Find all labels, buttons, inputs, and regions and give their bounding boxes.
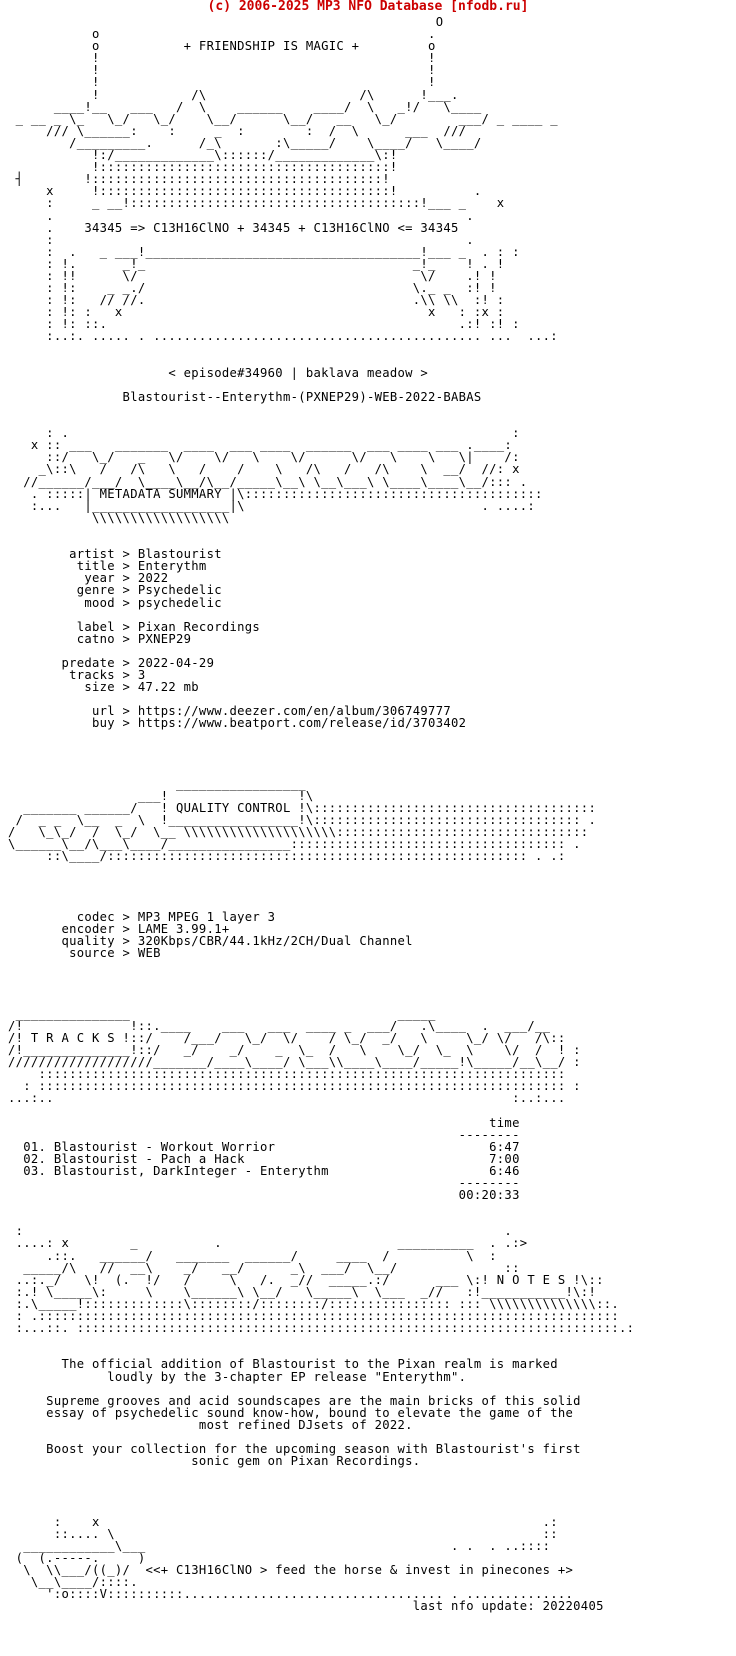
nfo-line: _______ ______/ ! QUALITY CONTROL !\::::::::::::::::::::::::::::::::::::: (8, 801, 597, 816)
nfo-line: -------- (8, 1176, 520, 1190)
nfo-line: : x .: (8, 1514, 558, 1529)
nfo-line: sonic gem on Pixan Recordings. (8, 1454, 421, 1469)
nfo-line: url > https://www.deezer.com/en/album/306749777 (8, 704, 451, 719)
nfo-line: : !: : x x : :x : (8, 305, 505, 320)
nfo-line: ///////////////////_______/____\____/ \___\\____\____/_____!\_____/__\__/ : (8, 1055, 581, 1070)
nfo-line: :... |__________________|\ . ....: (8, 498, 535, 513)
nfo-line: /_________. /_\ :\_____/ \____/ \____/ (8, 135, 482, 150)
nfo-line: Boost your collection for the upcoming season with Blastourist's first (8, 1442, 581, 1457)
nfo-line: ! ! (8, 63, 436, 78)
nfo-line: _\::\ / /\ \ / / \ /\ / /\ \ __/ //: x (8, 462, 520, 477)
nfo-line: 00:20:33 (8, 1188, 520, 1203)
nfo-line: ::/ \_/ _ \/ \/ \ \/ \/ \ \ \| /: (8, 450, 520, 465)
nfo-line: o + FRIENDSHIP IS MAGIC + o (8, 39, 436, 54)
nfo-line: !::::::::::::::::::::::::::::::::::::::! (8, 160, 398, 175)
nfo-line: tracks > 3 (8, 668, 146, 683)
nfo-line: : !! \/ \/ .! ! (8, 268, 497, 283)
nfo-line: /!______________!::/ _/ _/ _ \_ / \ \_/ \_ \ \/ / ! : (8, 1042, 581, 1057)
nfo-line: . . (8, 208, 474, 223)
nfo-line: most refined DJsets of 2022. (8, 1417, 413, 1432)
nfo-line: : !: _ _./ \._ _ :! ! (8, 281, 497, 296)
nfo-line: : .:::::::::::::::::::::::::::::::::::::::::::::::::::::::::::::::::::::::::::: (8, 1309, 619, 1324)
nfo-line: The official addition of Blastourist to the Pixan realm is marked (8, 1357, 558, 1372)
nfo-line: :.\_____!:::::::::::::\::::::::/::::::::/:::::::::::::::: ::: \\\\\\\\\\\\\\::. (8, 1296, 619, 1311)
nfo-line: / \_\_/ / \_/ \__ \\\\\\\\\\\\\\\\\\\\::::::::::::::::::::::::::::::::: (8, 825, 589, 840)
nfo-line: predate > 2022-04-29 (8, 655, 215, 670)
nfo-line: 03. Blastourist, DarkInteger - Enterythm 6:46 (8, 1163, 520, 1178)
nfo-line: loudly by the 3-chapter EP release "Enterythm". (8, 1369, 467, 1384)
nfo-line: ____!__ ___ / \ ______ ____/ \ _!/ \____ (8, 99, 482, 114)
nfo-line: 02. Blastourist - Pach a Hack 7:00 (8, 1151, 520, 1166)
nfo-line: catno > PXNEP29 (8, 631, 192, 646)
nfo-line: : _ __!::::::::::::::::::::::::::::::::::::::!___ _ x (8, 196, 505, 211)
nfo-line: source > WEB (8, 946, 161, 961)
nfo-line: ! ! (8, 75, 436, 90)
nfo-line: :.! \_____\: \ \______\ \__/ \_____\ \___ _// :!___________!\:! (8, 1284, 597, 1299)
nfo-line: \__\____/::::. (8, 1575, 138, 1590)
nfo-line: mood > psychedelic (8, 595, 222, 610)
nfo-line: : !: // //. .\\ \\ :! : (8, 293, 505, 308)
nfo-line: : !: ::. .:! :! : (8, 317, 520, 332)
nfo-line: !:/_____________\::::::/_____________\:! (8, 148, 398, 163)
nfo-line: \______\__/\___\____/________________:::::::::::::::::::::::::::::::::::: . (8, 837, 581, 852)
nfo-text (8, 16, 634, 1612)
nfo-line: artist > Blastourist (8, 547, 222, 562)
nfo-line: ! ! (8, 51, 436, 66)
nfo-line: ...:.. :..:... (8, 1091, 566, 1106)
nfo-line: ____________\___ . . . ..:::: (8, 1538, 551, 1553)
nfo-line: label > Pixan Recordings (8, 619, 261, 634)
nfo-line: Supreme grooves and acid soundscapes are the main bricks of this solid (8, 1393, 581, 1408)
nfo-line: : . _ ___!____________________________________!___ _ . : : (8, 244, 520, 259)
nfo-line: essay of psychedelic sound know-how, bound to elevate the game of the (8, 1405, 574, 1420)
nfo-line: :..:. ..... . ........................................... ... ...: (8, 329, 558, 344)
nfo-line: ┤ !::::::::::::::::::::::::::::::::::::::! (8, 172, 390, 187)
nfo-line: quality > 320Kbps/CBR/44.1kHz/2CH/Dual Channel (8, 934, 413, 949)
nfo-line: year > 2022 (8, 571, 169, 586)
nfo-line: /! !::.____ ___ ___ ____ _ ___/ .\____ . ___/__ (8, 1018, 551, 1033)
site-credit: (c) 2006-2025 MP3 NFO Database [nfodb.ru] (207, 0, 529, 14)
nfo-line: _______________ _____ (8, 1006, 436, 1021)
nfo-line: : ::::::::::::::::::::::::::::::::::::::::::::::::::::::::::::::::::::: : (8, 1079, 581, 1094)
nfo-line: \\\\\\\\\\\\\\\\\\ (8, 510, 230, 525)
nfo-line: time (8, 1115, 520, 1130)
nfo-line: title > Enterythm (8, 559, 207, 574)
nfo-line: codec > MP3 MPEG 1 layer 3 (8, 909, 276, 924)
nfo-line: _ __ _ \_ \_/ \_/ \__/ \__/ __ \_/ ___/ _ ____ _ (8, 111, 558, 126)
nfo-line: ___! !\ (8, 789, 314, 803)
nfo-line: / _ _ \__ _ \ !_________________!\::::::::::::::::::::::::::::::::::: . (8, 813, 597, 828)
nfo-line: ....: x _ . __________ . .:> (8, 1236, 528, 1251)
nfo-line: o . (8, 27, 436, 42)
nfo-line: ! /\ /\ !___. (8, 87, 459, 102)
nfo-line: < episode#34960 | baklava meadow > (8, 365, 429, 380)
nfo-line: : . (8, 1224, 528, 1239)
nfo-line: /! T R A C K S !::/ /___/ \_/ \/ / \_/ _/ \ \_/ \/ /\:: (8, 1030, 566, 1045)
nfo-line: : !. _!_ _!_ ! . ! (8, 256, 505, 271)
nfo-line: ::\____/::::::::::::::::::::::::::::::::::::::::::::::::::::::: . .: (8, 849, 566, 864)
nfo-line: _________________ (8, 776, 306, 791)
nfo-line: -------- (8, 1127, 520, 1142)
nfo-line: . 34345 => C13H16ClNO + 34345 + C13H16ClNO <= 34345 (8, 220, 459, 235)
nfo-line: ':o::::V::::::::::.................................. . .............. (8, 1587, 574, 1602)
nfo-line: : . : (8, 426, 520, 441)
nfo-line: ( (.-----. ) (8, 1550, 146, 1565)
nfo-line: size > 47.22 mb (8, 680, 199, 695)
nfo-line: //______/___/ \____\__/\__/_____\__\ \__\___\ \____\____\__/::: . (8, 474, 528, 489)
nfo-line: genre > Psychedelic (8, 583, 222, 598)
nfo-line: x :: ___ _______ ____ ___ ____ ______ ___ ____ ___ .____: (8, 438, 513, 453)
nfo-line: /// \______: : _ : : / \ ___ /// (8, 123, 467, 138)
nfo-line: ::.... \ :: (8, 1526, 558, 1541)
nfo-line: last nfo update: 20220405 (8, 1599, 604, 1614)
nfo-line: ..:._/ \! (. !/ / \ /. _// _____.:/ ___ \:! N O T E S !\:: (8, 1272, 604, 1287)
nfo-line: . :::::| METADATA SUMMARY |\::::::::::::::::::::::::::::::::::::::: (8, 486, 543, 501)
nfo-line: buy > https://www.beatport.com/release/id/3703402 (8, 716, 467, 731)
nfo-line: x !::::::::::::::::::::::::::::::::::::::! . (8, 184, 482, 199)
nfo-line: Blastourist--Enterythm-(PXNEP29)-WEB-2022-BABAS (8, 389, 482, 404)
nfo-line: O (8, 15, 444, 29)
nfo-line: _____/\ // __\ _/ __/ _\ ___/ \__/ :: (8, 1260, 520, 1275)
nfo-line: ::::::::::::::::::::::::::::::::::::::::::::::::::::::::::::::::::::: (8, 1067, 566, 1082)
nfo-line: .::. ______/ _______ ______/ ____ / \ : (8, 1248, 497, 1263)
nfo-line: encoder > LAME 3.99.1+ (8, 922, 230, 937)
nfo-line: : . (8, 232, 474, 247)
nfo-line: :...::. :::::::::::::::::::::::::::::::::::::::::::::::::::::::::::::::::::::::.: (8, 1321, 635, 1336)
nfo-line: \ \\___/((_)/ <<+ C13H16ClNO > feed the horse & invest in pinecones +> (8, 1563, 574, 1577)
nfo-line: 01. Blastourist - Workout Worrior 6:47 (8, 1139, 520, 1154)
